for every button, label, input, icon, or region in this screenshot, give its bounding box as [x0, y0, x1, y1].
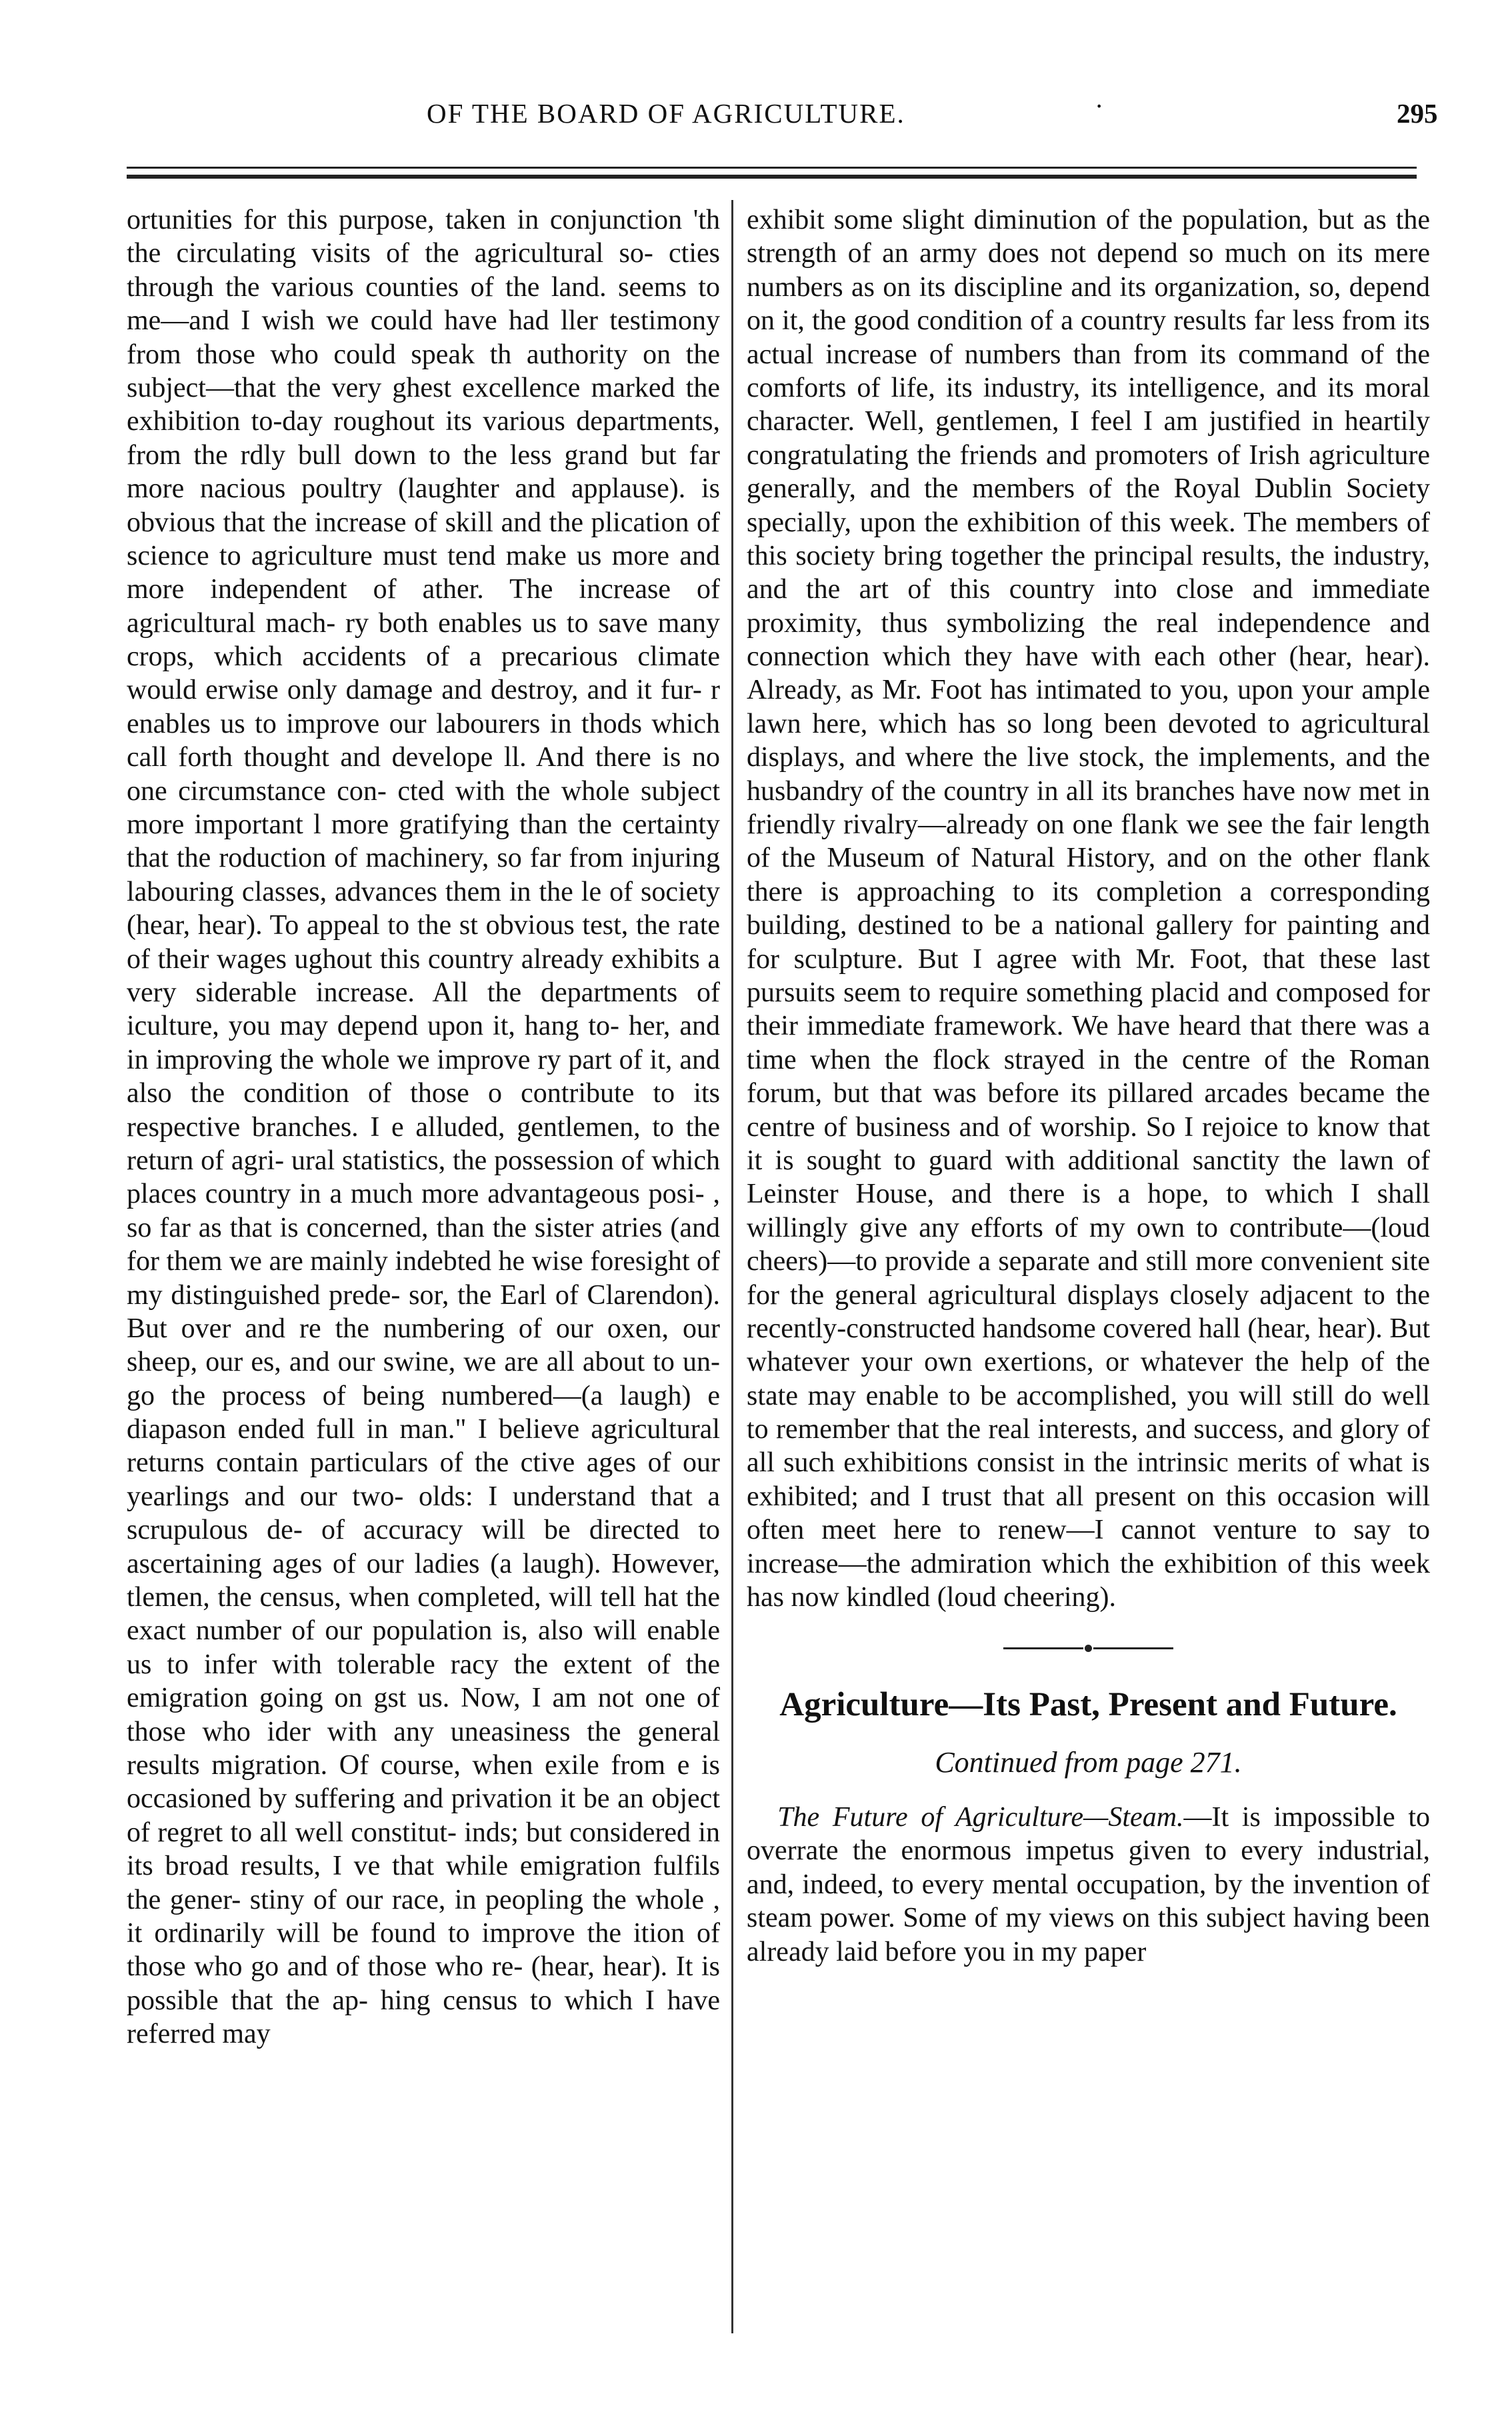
- column-rule: [731, 200, 733, 2333]
- divider-line-right: [1093, 1647, 1173, 1649]
- running-title: OF THE BOARD OF AGRICULTURE.: [427, 98, 905, 129]
- section-divider: [747, 1645, 1430, 1652]
- left-column-paragraph: ortunities for this purpose, taken in conjunction 'th the circulating visits of the agricultural so- cties through the various counties of the land. seems to me—and I wish we could have had ller testimony from those who could speak th authority on the subject—that the very ghest excellence marked the exhibition to-day roughout its various departments, from the rdly bull down to the less grand but far more nacious poultry (laughter and applause). is obvious that the increase of skill and the plication of science to agriculture must tend make us more and more independent of ather. The increase of agricultural mach- ry both enables us to save many crops, which accidents of a precarious climate would erwise only damage and destroy, and it fur- r enables us to improve our labourers in thods which call forth thought and develope ll. And there is no one circumstance con- cted with the whole subject more important l more gratifying than the certainty that the roduction of machinery, so far from injuring labouring classes, advances them in the le of society (hear, hear). To appeal to the st obvious test, the rate of their wages ughout this country already exhibits a very siderable increase. All the departments of iculture, you may depend upon it, hang to- her, and in improving the whole we improve ry part of it, and also the condition of those o contribute to its respective branches. I e alluded, gentlemen, to the return of agri- ural statistics, the possession of which places country in a much more advantageous posi- , so far as that is concerned, than the sister atries (and for them we are mainly indebted he wise foresight of my distinguished prede- sor, the Earl of Clarendon). But over and re the numbering of our oxen, our sheep, our es, and our swine, we are all about to un- go the process of being numbered—(a laugh) e diapason ended full in man." I believe agricultural returns contain particulars of the ctive ages of our yearlings and our two- olds: I understand that a scrupulous de- of accuracy will be directed to ascertaining ages of our ladies (a laugh). However, tlemen, the census, when completed, will tell hat the exact number of our population is, also will enable us to infer with tolerable racy the extent of the emigration going on gst us. Now, I am not one of those who ider with any uneasiness the general results migration. Of course, when exile from e is occasioned by suffering and privation it be an object of regret to all well constitut- inds; but considered in its broad results, I ve that while emigration fulfils the gener- stiny of our race, in peopling the whole , it ordinarily will be found to improve the ition of those who go and of those who re- (hear, hear). It is possible that the ap- hing census to which I have referred may: [127, 205, 720, 2050]
- continued-note: Continued from page 271.: [935, 1746, 1242, 1779]
- header-mark: ·: [1095, 93, 1103, 121]
- header-rule-thin: [127, 167, 1417, 169]
- divider-line-left: [1003, 1647, 1083, 1649]
- run-in-title: The Future of Agriculture—Steam.: [777, 1801, 1184, 1833]
- right-column: [747, 203, 1430, 2403]
- section-body-paragraph: [747, 1801, 1430, 1969]
- divider-dot: [1085, 1645, 1092, 1652]
- left-column: [127, 203, 720, 2403]
- header-rule-thick: [127, 175, 1417, 179]
- section-heading: Agriculture—Its Past, Present and Future.: [779, 1686, 1397, 1724]
- page-header: [427, 81, 1460, 141]
- right-column-paragraph: exhibit some slight diminution of the population, but as the strength of an army does not depend so much on its mere numbers as on its discipline and its organization, so, depend on it, the good condition of a country results far less from its actual increase of numbers than from its command of the comforts of life, its industry, its intelligence, and its moral character. Well, gentlemen, I feel I am justified in heartily congratulating the friends and promoters of Irish agriculture generally, and the members of the Royal Dublin Society specially, upon the exhibition of this week. The members of this society bring together the principal results, the industry, and the art of this country into close and immediate proximity, thus symbolizing the real independence and connection which they have with each other (hear, hear). Already, as Mr. Foot has intimated to you, upon your ample lawn here, which has so long been devoted to agricultural displays, and where the live stock, the implements, and the husbandry of the country in all its branches have now met in friendly rivalry—already on one flank we see the fair length of the Museum of Natural History, and on the other flank there is approaching to its completion a corresponding building, destined to be a national gallery for painting and for sculpture. But I agree with Mr. Foot, that these last pursuits seem to require something placid and composed for their immediate framework. We have heard that there was a time when the flock strayed in the centre of the Roman forum, but that was before its pillared arcades became the centre of business and of worship. So I rejoice to know that it is sought to guard with additional sanctity the lawn of Leinster House, and there is a hope, to which I shall willingly give any efforts of my own to contribute—(loud cheers)—to provide a separate and still more convenient site for the general agricultural displays closely adjacent to the recently-constructed handsome covered hall (hear, hear). But whatever your own exertions, or whatever the help of the state may enable to be accomplished, you will still do well to remember that the real interests, and success, and glory of all such exhibitions consist in the intrinsic merits of what is exhibited; and I trust that all present on this occasion will often meet here to renew—I cannot venture to say to increase—the admiration which the exhibition of this week has now kindled (loud cheering).: [747, 205, 1430, 1613]
- section-body-text: —It is impossible to overrate the enormous impetus given to every industrial, and, indeed, to every mental occupation, by the invention of steam power. Some of my views on this subject having been already laid before you in my paper: [747, 1801, 1430, 1967]
- page-number: 295: [1397, 98, 1438, 129]
